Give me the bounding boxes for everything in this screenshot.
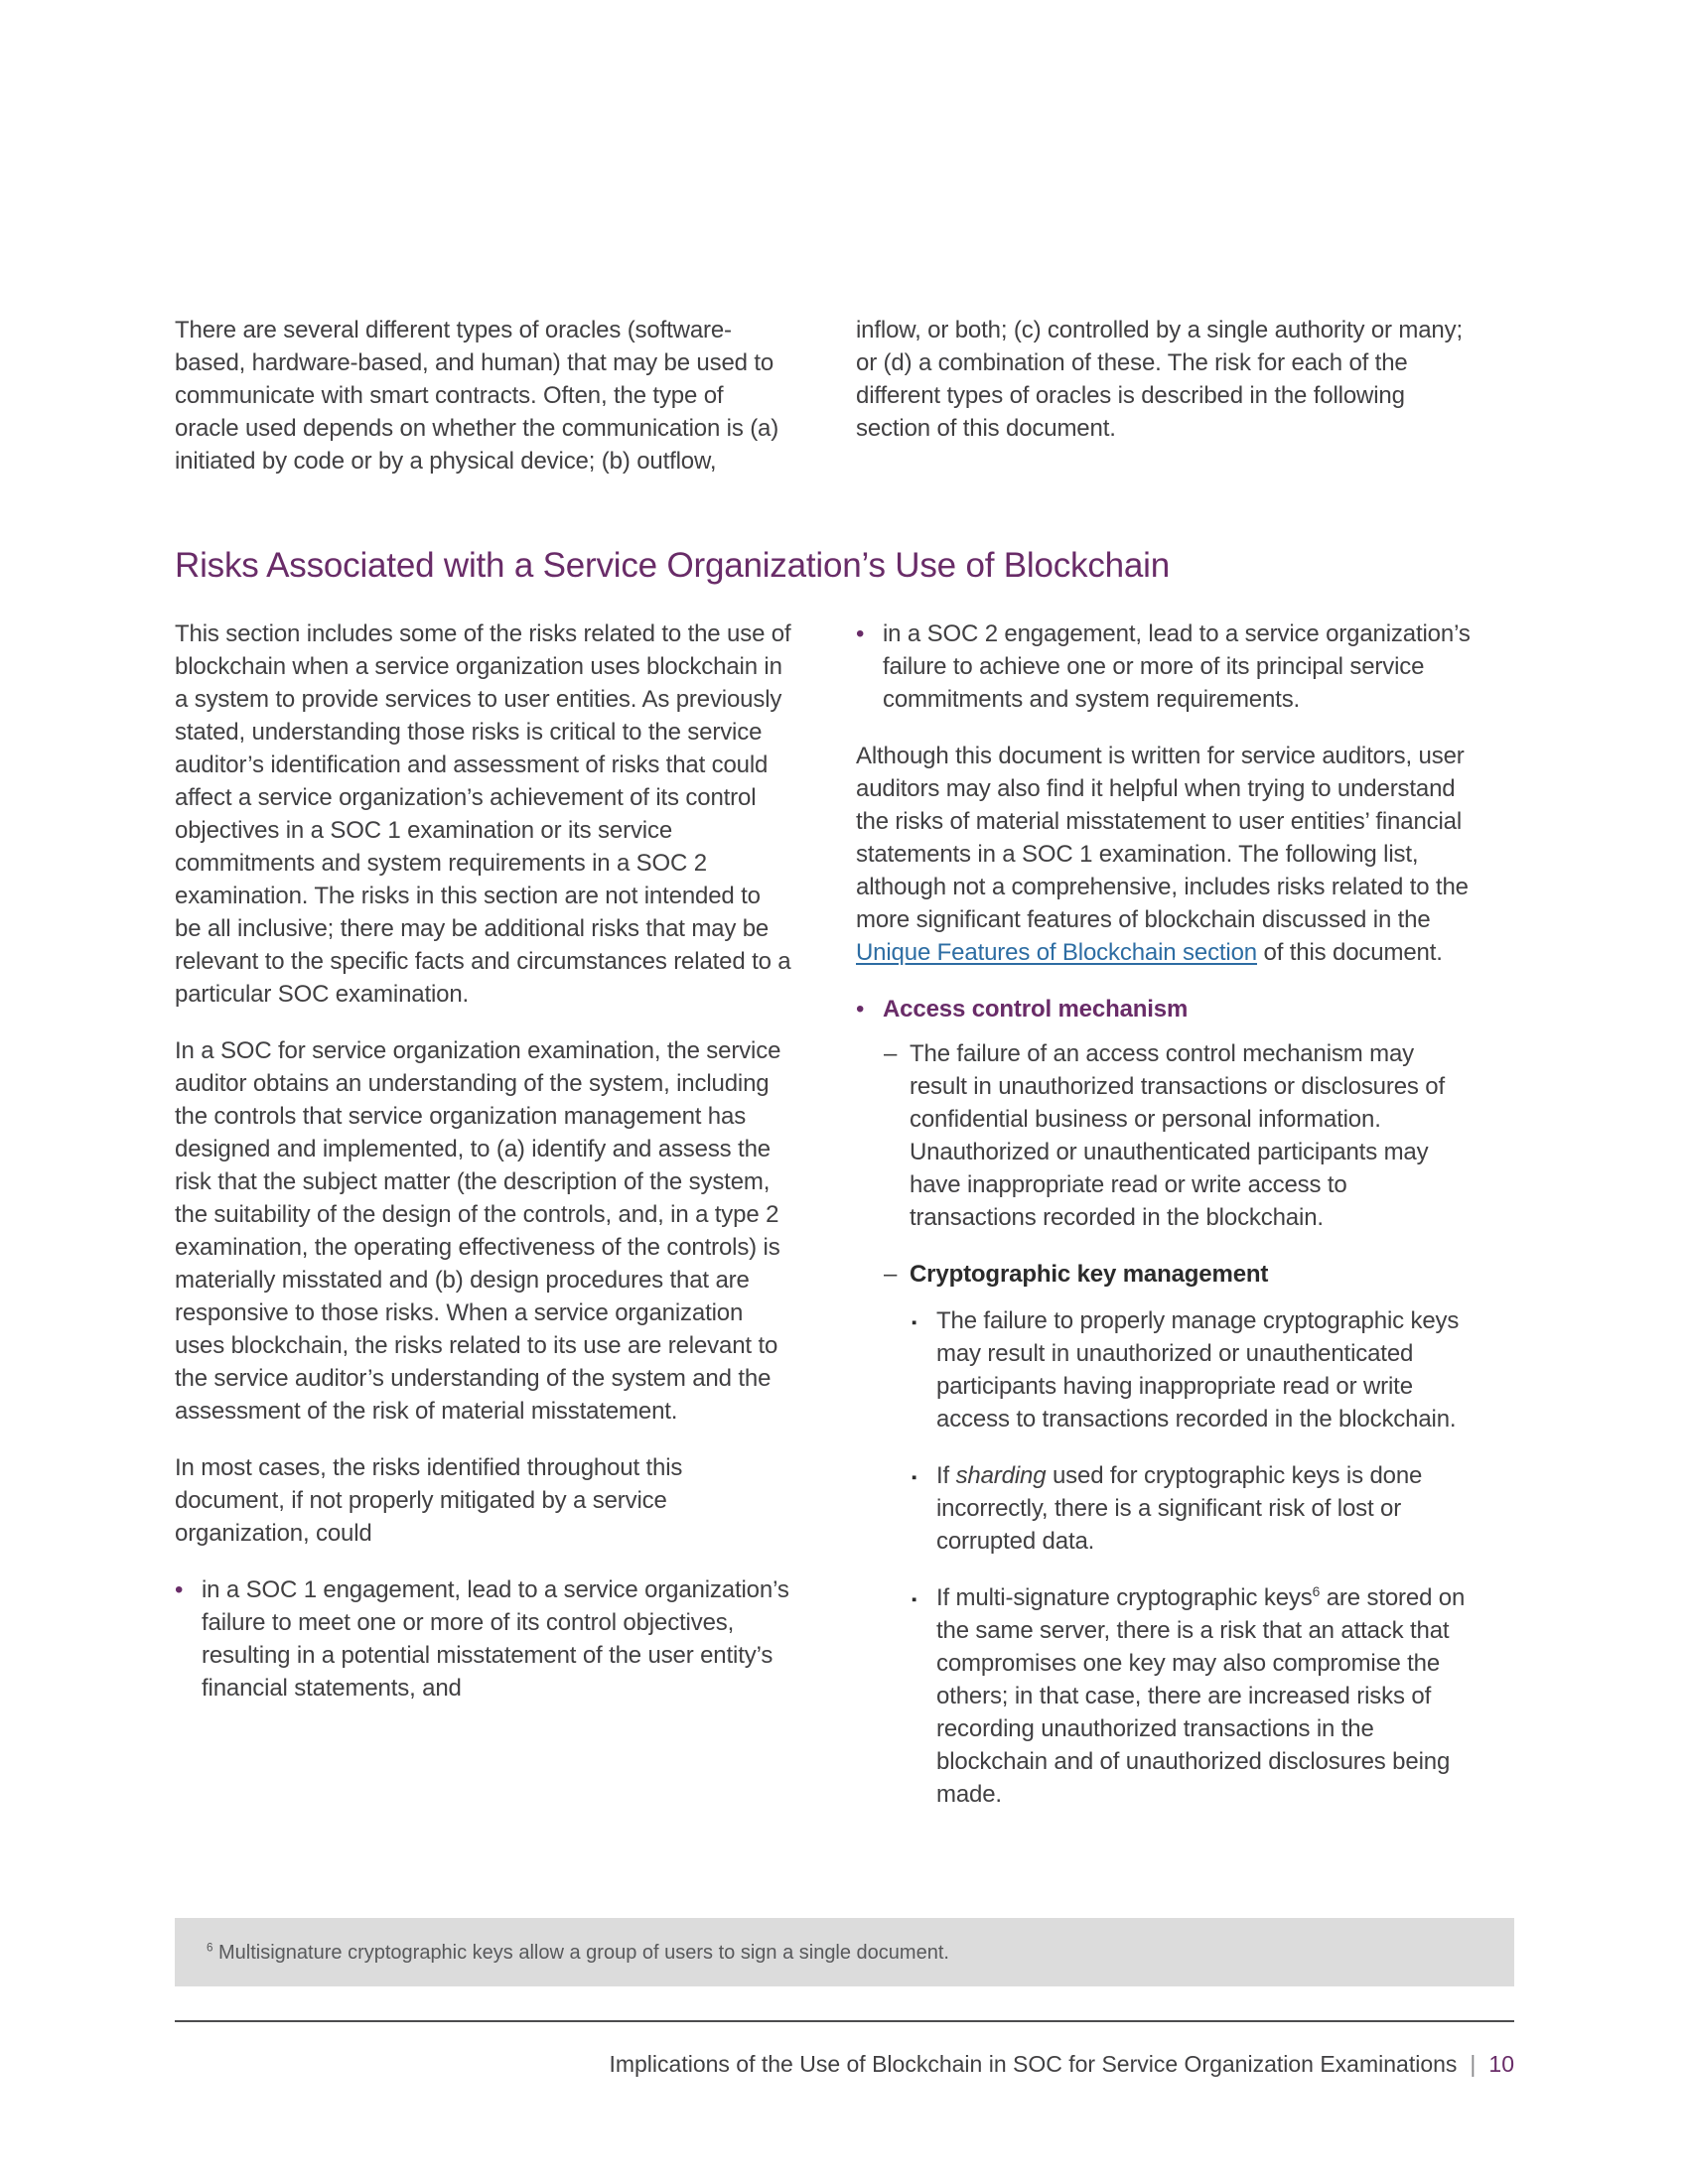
list-item-crypto-key-mgmt [884, 1258, 1474, 1291]
paragraph-in-most-cases: In most cases, the risks identified throughout this document, if not properly mitigated by a service organization, could [175, 1454, 683, 1547]
section-heading: Risks Associated with a Service Organization’s Use of Blockchain [175, 546, 1171, 585]
body-right-column [856, 617, 1474, 1835]
list-item-multisignature [912, 1581, 1474, 1811]
list-item-access-failure [884, 1037, 1474, 1234]
text-run-italic: sharding [955, 1462, 1047, 1489]
text-run: of this document. [1257, 939, 1443, 966]
bullet-icon: • [856, 620, 865, 647]
intro-left-paragraph: There are several different types of oracles (software-based, hardware-based, and human) that may be used to communicate with smart contracts. Often, the type of oracle used depends on whether the communication is (a) initiated by code or by a physical device; (b) outflow, [175, 317, 779, 475]
dash-icon: – [884, 1261, 898, 1288]
footnote-text [207, 1941, 949, 1965]
list-item-text [936, 1459, 1474, 1558]
list-item-text: The failure of an access control mechanism may result in unauthorized transactions or disclosures of confidential business or personal information. Unauthorized or unauthenticated participants may have inappropriate read or write access to transactions recorded in the blockchain. [910, 1040, 1445, 1231]
bullet-icon: • [175, 1576, 184, 1603]
text-run: are stored on the same server, there is a risk that an attack that compromises one key may also compromise the others; in that case, there are increased risks of recording unauthorized transactions in the blockchain and of unauthorized disclosures being made. [936, 1584, 1466, 1808]
page-number: 10 [1488, 2051, 1514, 2077]
intro-right-column [856, 314, 1474, 469]
dash-icon: – [884, 1040, 898, 1067]
footnote-box [175, 1918, 1514, 1986]
bullet-icon: • [856, 996, 865, 1023]
list-item-text: The failure to properly manage cryptographic keys may result in unauthorized or unauthenticated participants having inappropriate read or write access to transactions recorded in the blockchain. [936, 1307, 1460, 1433]
list-item-soc1 [175, 1573, 792, 1705]
square-bullet-icon: ▪ [912, 1469, 917, 1486]
footer-divider [175, 2020, 1514, 2022]
list-item-key-failure [912, 1304, 1474, 1435]
footer-separator: | [1470, 2051, 1477, 2077]
risk-heading-access-control: Access control mechanism [883, 996, 1189, 1023]
intro-left-column [175, 314, 792, 501]
intro-right-paragraph: inflow, or both; (c) controlled by a single authority or many; or (d) a combination of these. The risk for each of the different types of oracles is described in the following section of this document. [856, 317, 1463, 442]
footer-title: Implications of the Use of Blockchain in SOC for Service Organization Examinations [609, 2051, 1458, 2077]
body-left-column [175, 617, 792, 1728]
paragraph-soc-examination: In a SOC for service organization examination, the service auditor obtains an understanding of the system, including the controls that service organization management has designed and implemented, to (a) identify and assess the risk that the subject matter (the description of the system, the suitability of the design of the controls, and, in a type 2 examination, the operating effectiveness of the controls) is materially misstated and (b) design procedures that are responsive to those risks. When a service organization uses blockchain, the risks related to its use are relevant to the service auditor’s understanding of the system and the assessment of the risk of material misstatement. [175, 1037, 781, 1425]
list-item-text [936, 1581, 1474, 1811]
text-run: Multisignature cryptographic keys allow a group of users to sign a single document. [212, 1941, 949, 1964]
unique-features-of-blockchain-link[interactable]: Unique Features of Blockchain section [856, 939, 1258, 966]
page-footer [175, 2049, 1514, 2079]
paragraph-although-document [856, 740, 1474, 969]
list-item-text: in a SOC 1 engagement, lead to a service organization’s failure to meet one or more of its control objectives, resulting in a potential misstatement of the user entity’s financial statements, and [202, 1576, 789, 1702]
paragraph-risks-overview: This section includes some of the risks related to the use of blockchain when a service organization uses blockchain in a system to provide services to user entities. As previously stated, understanding those risks is critical to the service auditor’s identification and assessment of risks that could affect a service organization’s achievement of its control objectives in a SOC 1 examination or its service commitments and system requirements in a SOC 2 examination. The risks in this section are not intended to be all inclusive; there may be additional risks that may be relevant to the specific facts and circumstances related to a particular SOC examination. [175, 620, 791, 1008]
text-run: If multi-signature cryptographic keys [936, 1584, 1313, 1611]
text-run: If [936, 1462, 956, 1489]
list-item-soc2 [856, 617, 1474, 716]
footnote-marker: 6 [207, 1940, 213, 1954]
list-item-access-control [856, 993, 1474, 1025]
text-run: used for cryptographic keys is done incorrectly, there is a significant risk of lost or corrupted data. [936, 1462, 1423, 1555]
subheading-crypto-key-mgmt: Cryptographic key management [910, 1261, 1269, 1288]
footnote-reference: 6 [1312, 1583, 1321, 1599]
text-run: Although this document is written for service auditors, user auditors may also find it helpful when trying to understand the risks of material misstatement to user entities’ financial statements in a SOC 1 examination. The following list, although not a comprehensive, includes risks related to the more significant features of blockchain discussed in the [856, 743, 1469, 933]
square-bullet-icon: ▪ [912, 1314, 917, 1331]
list-item-text: in a SOC 2 engagement, lead to a service organization’s failure to achieve one or more of its principal service commitments and system requirements. [883, 620, 1471, 713]
square-bullet-icon: ▪ [912, 1591, 917, 1608]
list-item-sharding [912, 1459, 1474, 1558]
